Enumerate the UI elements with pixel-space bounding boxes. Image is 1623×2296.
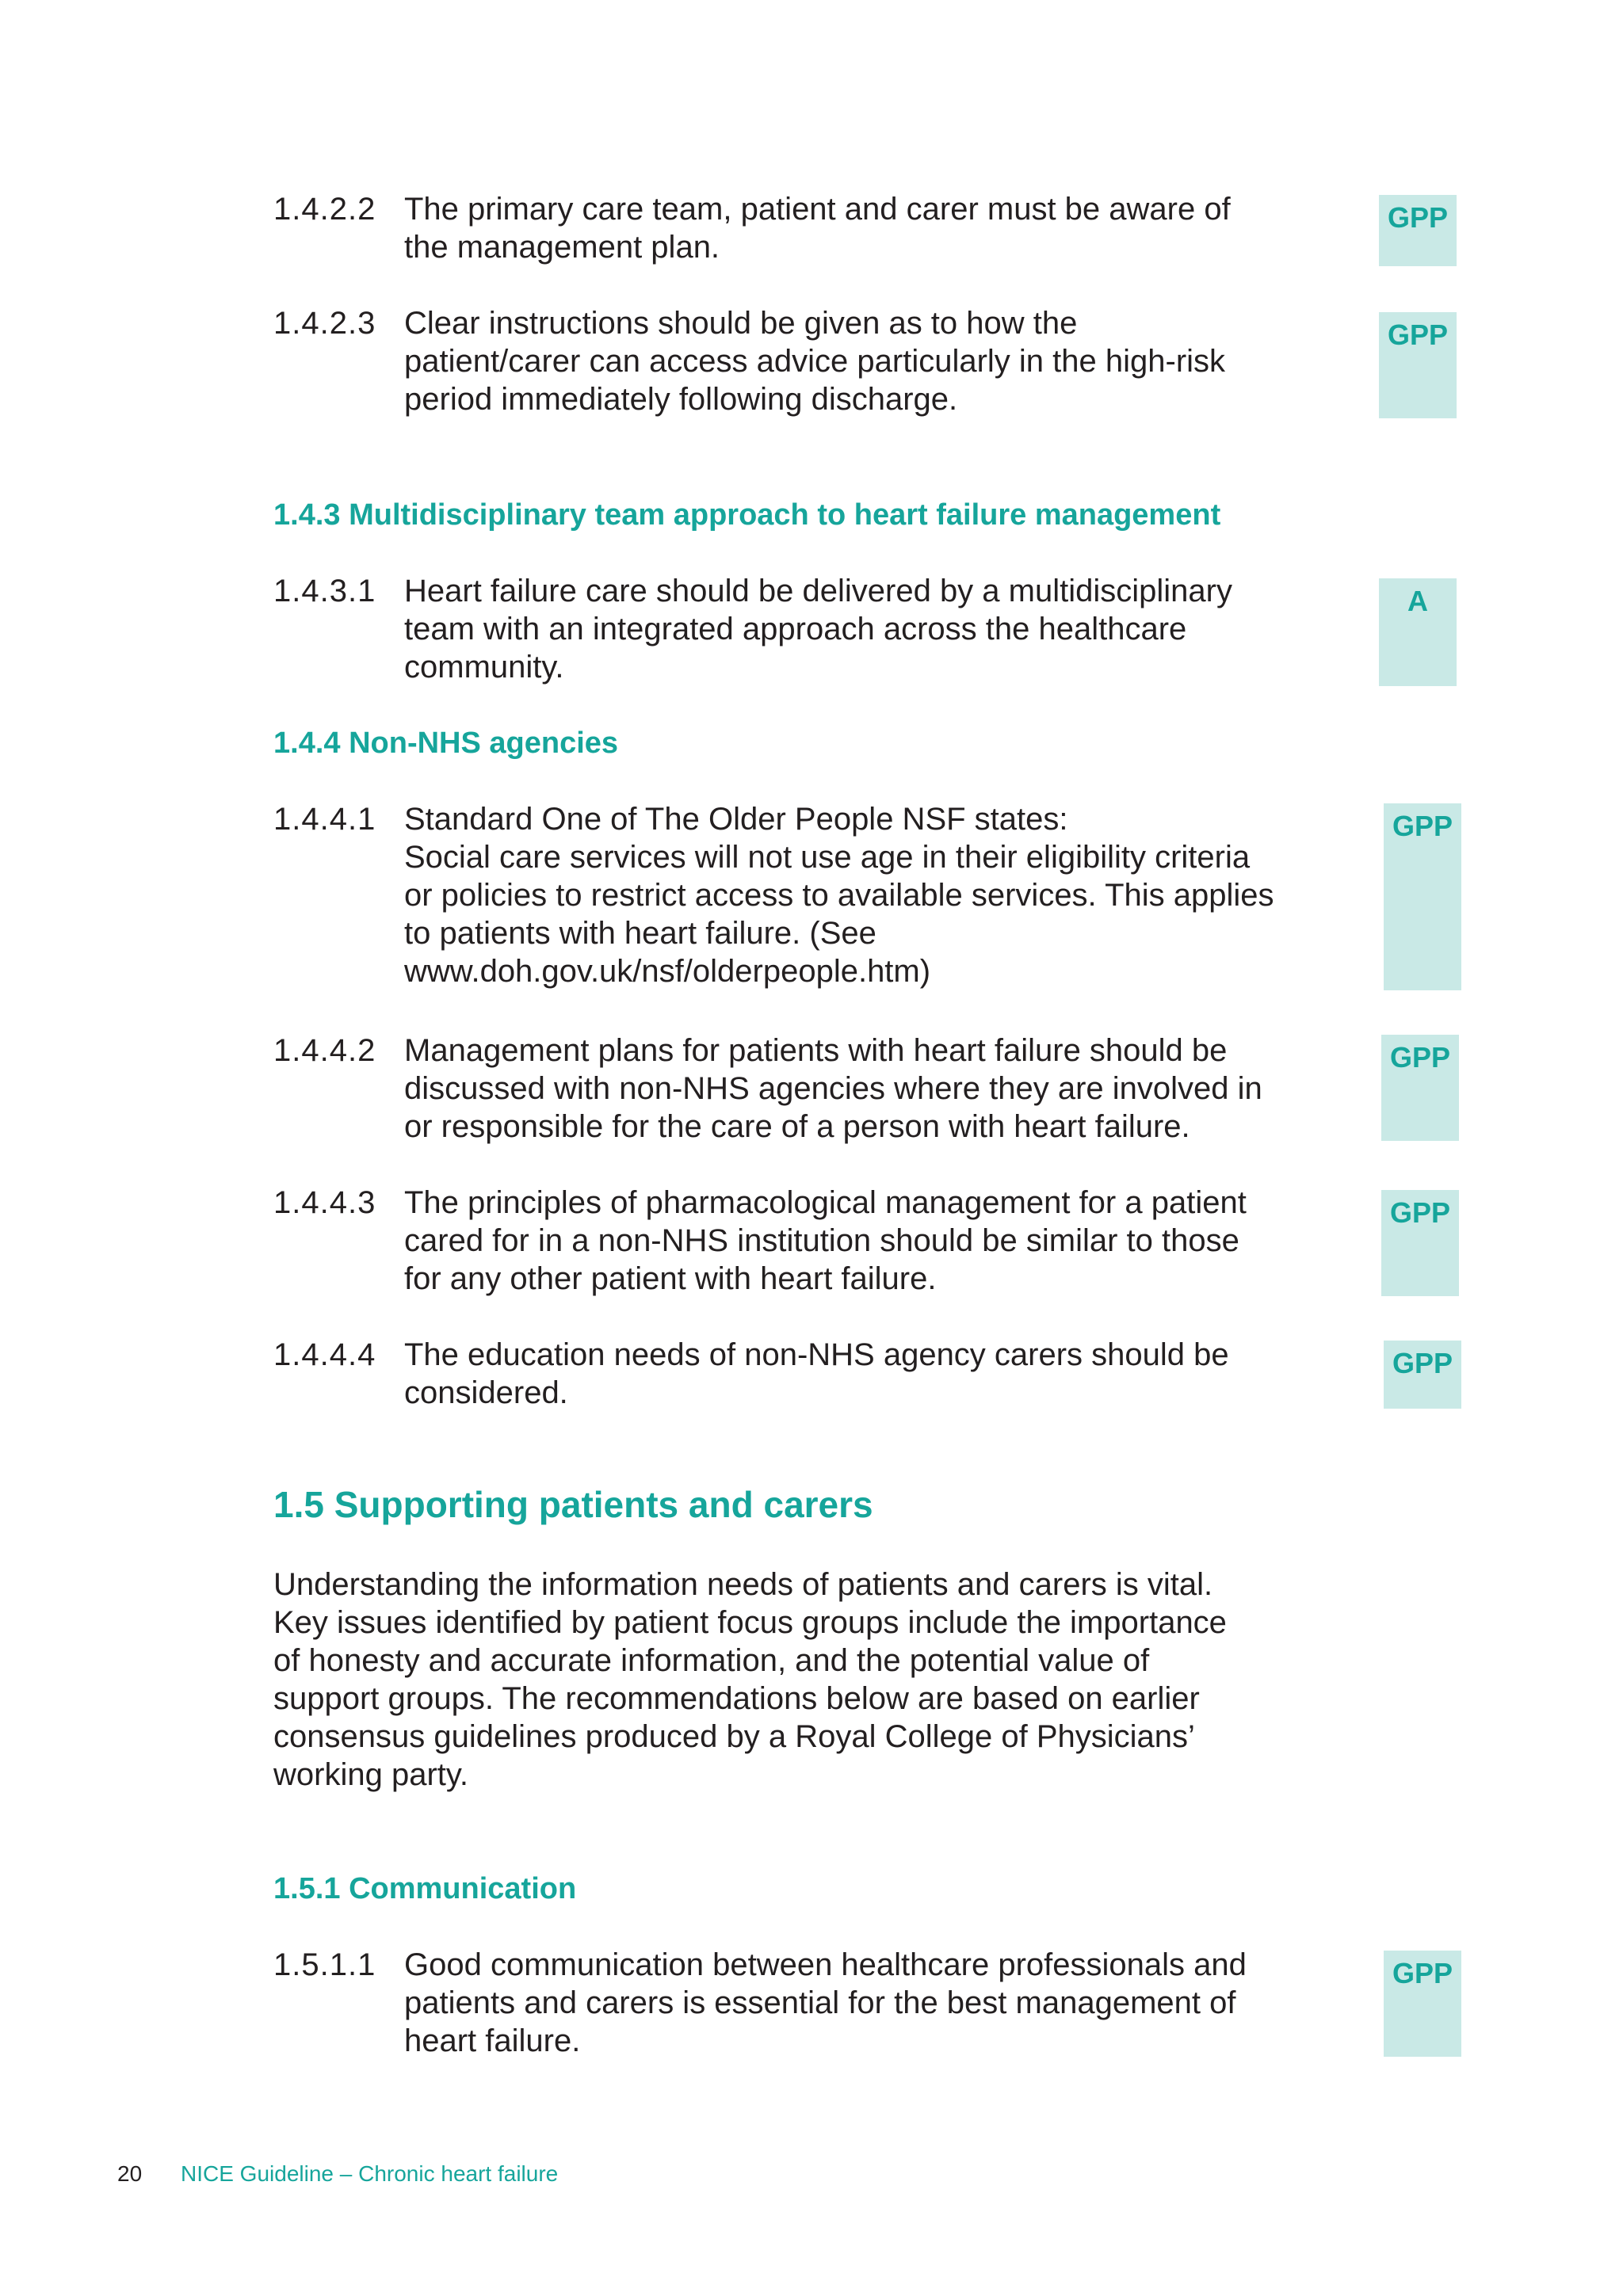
recommendation-text: Standard One of The Older People NSF states: Social care services will not use age in their eligibility criteria or policies to restrict access to available services. This applies to patients with heart failure. (See www.doh.gov.uk/nsf/olderpeople.htm) <box>404 802 1274 989</box>
subsection-heading: 1.5.1 Communication <box>273 1872 577 1905</box>
recommendation-text: The education needs of non-NHS agency carers should be considered. <box>404 1337 1229 1410</box>
grade-badge: GPP <box>1381 1035 1459 1141</box>
grade-badge: GPP <box>1384 1341 1461 1409</box>
recommendation-text: Heart failure care should be delivered by a multidisciplinary team with an integrated approach across the healthcare community. <box>404 574 1232 685</box>
section-heading: 1.5 Supporting patients and carers <box>273 1484 873 1525</box>
subsection-heading: 1.4.3 Multidisciplinary team approach to heart failure management <box>273 498 1221 532</box>
grade-badge: GPP <box>1384 1951 1461 2057</box>
grade-badge: GPP <box>1381 1190 1459 1296</box>
recommendation-text: The primary care team, patient and carer must be aware of the management plan. <box>404 192 1231 265</box>
recommendation-text: The principles of pharmacological management for a patient cared for in a non-NHS institution should be similar to those for any other patient with heart failure. <box>404 1185 1247 1296</box>
grade-badge: A <box>1379 578 1457 686</box>
recommendation-number: 1.5.1.1 <box>273 1947 376 1982</box>
recommendation-text: Clear instructions should be given as to how the patient/carer can access advice particularly in the high-risk period immediately following discharge. <box>404 306 1226 417</box>
recommendation-number: 1.4.4.3 <box>273 1185 376 1220</box>
recommendation-text: Good communication between healthcare professionals and patients and carers is essential for the best management of heart failure. <box>404 1947 1247 2058</box>
recommendation-number: 1.4.4.4 <box>273 1337 376 1372</box>
grade-badge: GPP <box>1379 195 1457 266</box>
footer-title: NICE Guideline – Chronic heart failure <box>181 2161 559 2186</box>
recommendation-number: 1.4.4.1 <box>273 802 376 837</box>
recommendation-text: Management plans for patients with heart failure should be discussed with non-NHS agencies where they are involved in or responsible for the care of a person with heart failure. <box>404 1033 1262 1144</box>
recommendation-number: 1.4.2.2 <box>273 192 376 227</box>
recommendation-number: 1.4.3.1 <box>273 574 376 608</box>
page-number: 20 <box>117 2161 143 2186</box>
section-intro-paragraph: Understanding the information needs of patients and carers is vital. Key issues identified by patient focus groups include the importance of honesty and accurate information, and the potential value of support groups. The recommendations below are based on earlier consensus guidelines produced by a Royal College of Physicians’ working party. <box>273 1567 1227 1792</box>
recommendation-number: 1.4.4.2 <box>273 1033 376 1068</box>
grade-badge: GPP <box>1384 803 1461 990</box>
recommendation-number: 1.4.2.3 <box>273 306 376 341</box>
subsection-heading: 1.4.4 Non-NHS agencies <box>273 727 619 760</box>
grade-badge: GPP <box>1379 312 1457 418</box>
